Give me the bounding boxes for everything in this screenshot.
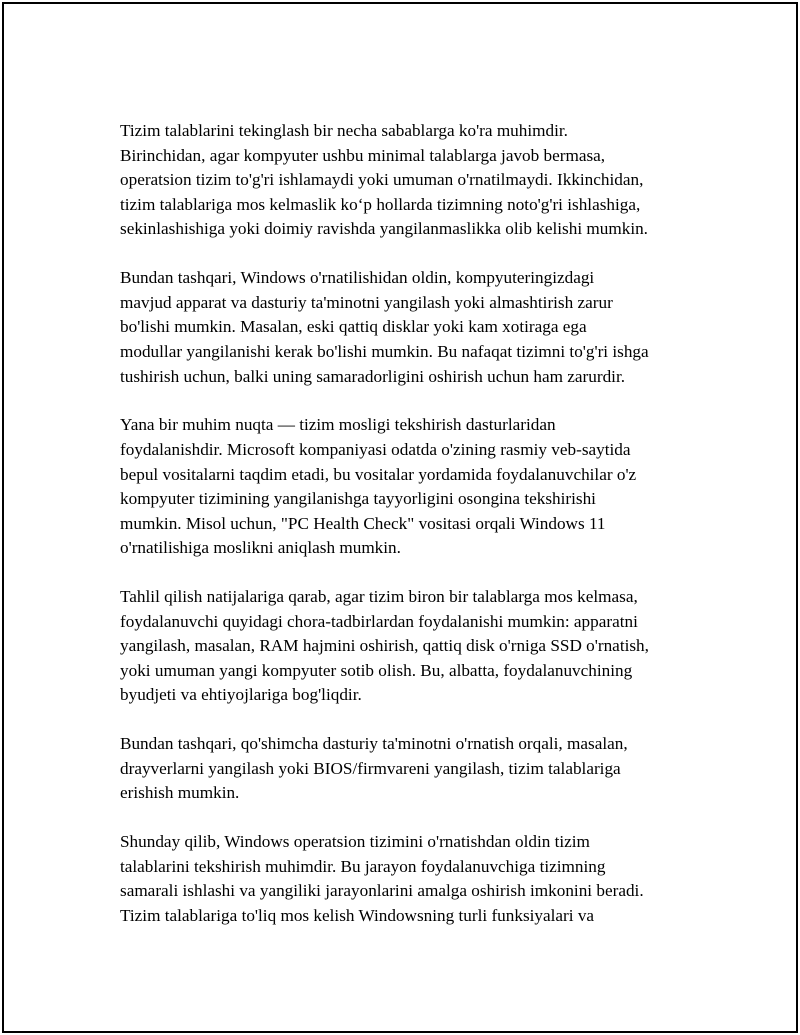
text-line: modullar yangilanishi kerak bo'lishi mumkin. Bu nafaqat tizimni to'g'ri ishga bbox=[120, 341, 649, 361]
text-line: Tahlil qilish natijalariga qarab, agar tizim biron bir talablarga mos kelmasa, bbox=[120, 587, 638, 607]
text-line: Bundan tashqari, Windows o'rnatilishidan oldin, kompyuteringizdagi bbox=[120, 268, 595, 288]
text-line: bo'lishi mumkin. Masalan, eski qattiq disklar yoki kam xotiraga ega bbox=[120, 317, 587, 337]
text-line: sekinlashishiga yoki doimiy ravishda yangilanmaslikka olib kelishi mumkin. bbox=[120, 219, 648, 239]
text-line: samarali ishlashi va yangiliki jarayonlarini amalga oshirish imkonini beradi. bbox=[120, 881, 644, 901]
paragraph-6 bbox=[120, 830, 700, 928]
text-line: Yana bir muhim nuqta — tizim mosligi tekshirish dasturlaridan bbox=[120, 415, 556, 435]
paragraph-3 bbox=[120, 413, 700, 561]
text-line: bepul vositalarni taqdim etadi, bu vositalar yordamida foydalanuvchilar o'z bbox=[120, 464, 637, 484]
text-line: yoki umuman yangi kompyuter sotib olish. Bu, albatta, foydalanuvchining bbox=[120, 660, 633, 680]
text-line: Tizim talablariga to'liq mos kelish Windowsning turli funksiyalari va bbox=[120, 905, 595, 925]
text-line: operatsion tizim to'g'ri ishlamaydi yoki umuman o'rnatilmaydi. Ikkinchidan, bbox=[120, 170, 644, 190]
paragraph-4 bbox=[120, 585, 700, 708]
text-line: tizim talablariga mos kelmaslik koʻp hollarda tizimning noto'g'ri ishlashiga, bbox=[120, 194, 641, 214]
paragraph-5 bbox=[120, 732, 700, 806]
text-line: talablarini tekshirish muhimdir. Bu jarayon foydalanuvchiga tizimning bbox=[120, 856, 606, 876]
text-line: kompyuter tizimining yangilanishga tayyorligini osongina tekshirishi bbox=[120, 489, 596, 509]
text-line: foydalanuvchi quyidagi chora-tadbirlardan foydalanishi mumkin: apparatni bbox=[120, 611, 638, 631]
text-line: mumkin. Misol uchun, "PC Health Check" vositasi orqali Windows 11 bbox=[120, 513, 606, 533]
paragraph-1 bbox=[120, 119, 700, 242]
text-line: byudjeti va ehtiyojlariga bog'liqdir. bbox=[120, 685, 362, 705]
text-line: Bundan tashqari, qo'shimcha dasturiy ta'minotni o'rnatish orqali, masalan, bbox=[120, 734, 628, 754]
paragraph-2 bbox=[120, 266, 700, 389]
text-line: o'rnatilishiga moslikni aniqlash mumkin. bbox=[120, 538, 401, 558]
text-line: yangilash, masalan, RAM hajmini oshirish, qattiq disk o'rniga SSD o'rnatish, bbox=[120, 636, 649, 656]
text-line: drayverlarni yangilash yoki BIOS/firmvareni yangilash, tizim talablariga bbox=[120, 758, 621, 778]
document-body bbox=[120, 119, 700, 953]
text-line: mavjud apparat va dasturiy ta'minotni yangilash yoki almashtirish zarur bbox=[120, 292, 613, 312]
text-line: foydalanishdir. Microsoft kompaniyasi odatda o'zining rasmiy veb-saytida bbox=[120, 439, 631, 459]
text-line: Tizim talablarini tekinglash bir necha sabablarga ko'ra muhimdir. bbox=[120, 121, 568, 140]
text-line: erishish mumkin. bbox=[120, 783, 240, 803]
text-line: Birinchidan, agar kompyuter ushbu minimal talablarga javob bermasa, bbox=[120, 145, 606, 165]
text-line: Shunday qilib, Windows operatsion tizimini o'rnatishdan oldin tizim bbox=[120, 832, 590, 852]
document-page bbox=[2, 2, 798, 1033]
text-line: tushirish uchun, balki uning samaradorligini oshirish uchun ham zarurdir. bbox=[120, 366, 626, 386]
